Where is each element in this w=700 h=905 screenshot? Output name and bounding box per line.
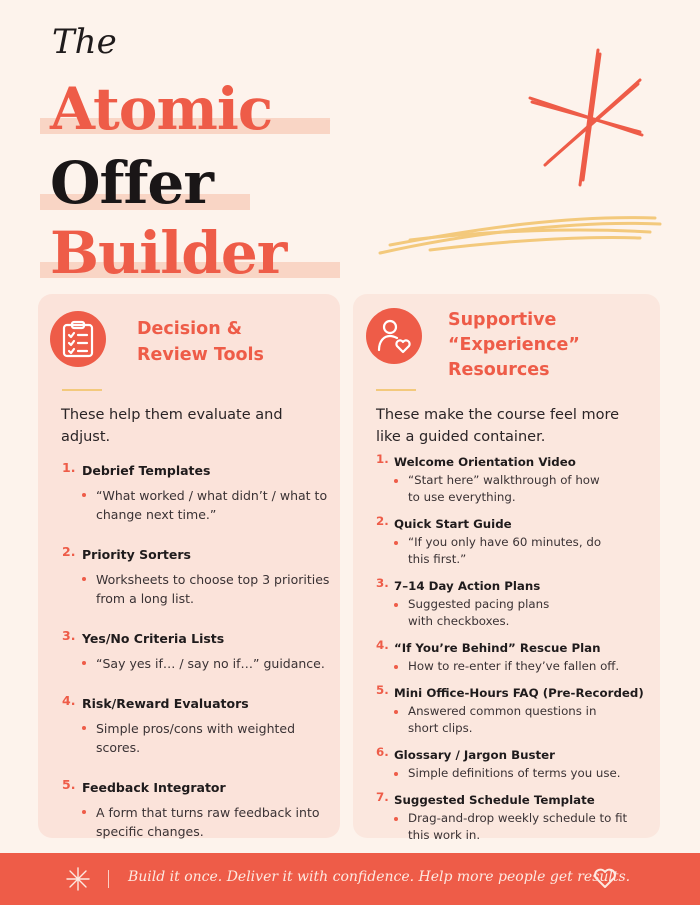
list-item: 1. Debrief Templates “What worked / what didn’t / what to change next time.” — [62, 460, 342, 524]
list-item: 5. Mini Office-Hours FAQ (Pre-Recorded) Answered common questions in short clips. — [376, 683, 644, 735]
title-offer: Offer — [50, 154, 213, 212]
list-item: 4. “If You’re Behind” Rescue Plan How to re-enter if they’ve fallen off. — [376, 638, 656, 675]
left-card-intro: These help them evaluate and adjust. — [61, 407, 283, 445]
right-card-heading: Supportive “Experience” Resources — [448, 310, 580, 380]
title-the: The — [52, 22, 117, 62]
asterisk-scribble-icon — [530, 50, 642, 185]
list-item: 7. Suggested Schedule Template Drag-and-drop weekly schedule to fit this work in. — [376, 790, 628, 842]
list-item: 3. 7–14 Day Action Plans Suggested pacing plans with checkboxes. — [376, 576, 656, 630]
heart-icon — [593, 867, 617, 889]
list-item: 6. Glossary / Jargon Buster Simple definitions of terms you use. — [376, 745, 656, 782]
brush-stroke-icon — [380, 218, 660, 253]
decision-tools-list — [62, 460, 342, 861]
experience-resources-list — [376, 452, 656, 852]
left-card-divider — [62, 389, 102, 391]
title-block — [40, 18, 360, 287]
list-item: 3. Yes/No Criteria Lists “Say yes if… / say no if…” guidance. — [62, 628, 342, 673]
right-card-divider — [376, 389, 416, 391]
decorative-scribbles — [370, 40, 670, 280]
right-card-intro: These make the course feel more like a guided container. — [376, 407, 620, 445]
list-item: 1. Welcome Orientation Video “Start here” walkthrough of how to use everything. — [376, 452, 656, 506]
footer-banner — [0, 853, 700, 905]
list-item: 2. Quick Start Guide “If you only have 60 minutes, do this first.” — [376, 514, 656, 568]
footer-tagline: Build it once. Deliver it with confidence. Help more people get results. — [128, 869, 631, 885]
title-builder: Builder — [50, 224, 286, 282]
list-item: 4. Risk/Reward Evaluators Simple pros/cons with weighted scores. — [62, 693, 342, 757]
list-item: 2. Priority Sorters Worksheets to choose top 3 priorities from a long list. — [62, 544, 342, 608]
clipboard-checklist-icon — [50, 311, 106, 367]
footer-divider — [108, 870, 109, 888]
sparkle-icon — [66, 867, 90, 891]
list-item: 5. Feedback Integrator A form that turns raw feedback into specific changes. — [62, 777, 342, 841]
left-card-heading: Decision & Review Tools — [137, 319, 264, 365]
person-heart-icon — [366, 308, 422, 364]
title-atomic: Atomic — [50, 80, 272, 138]
